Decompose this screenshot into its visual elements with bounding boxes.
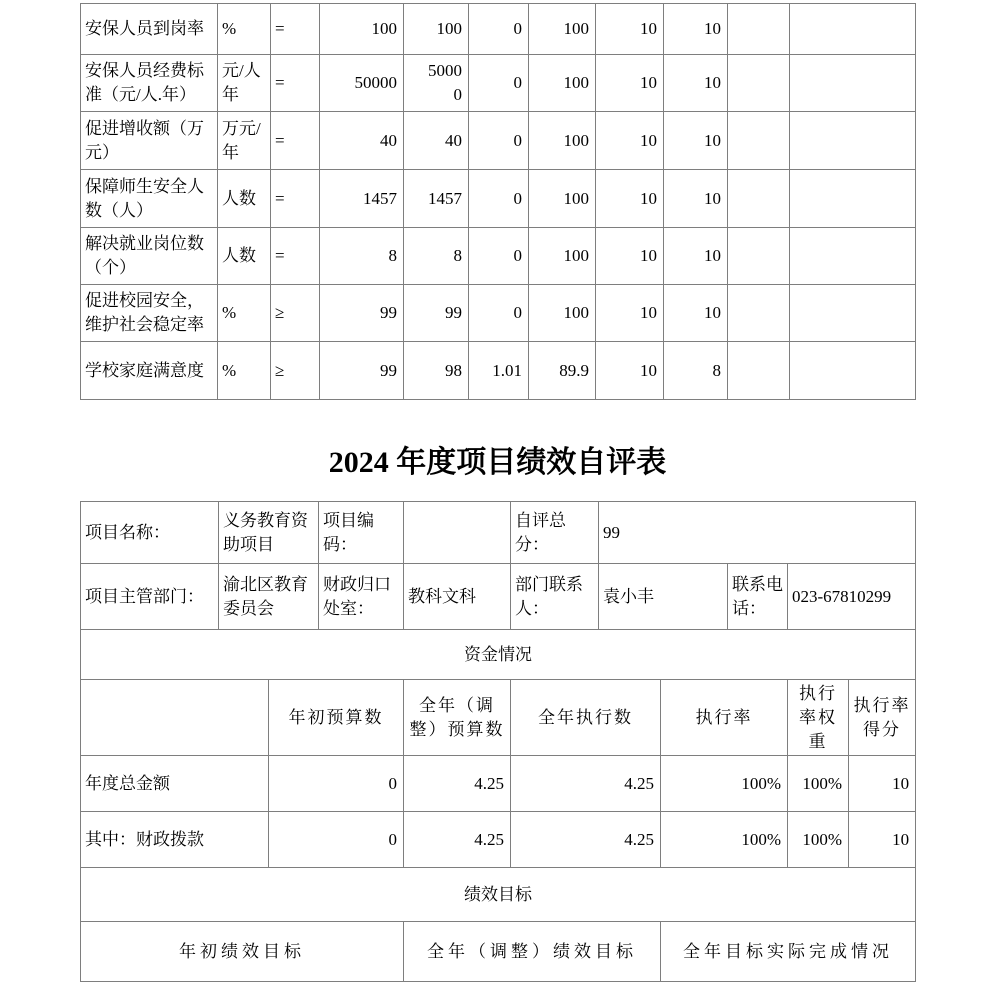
- empty-cell: [728, 55, 790, 112]
- wrapped-number: 50000: [428, 61, 462, 104]
- funds-rate-score: 10: [849, 756, 916, 812]
- deviation-cell: 0: [469, 170, 529, 228]
- indicator-score-table: [80, 3, 916, 400]
- target-value-cell: 40: [320, 112, 404, 170]
- rate-cell: 100: [529, 285, 596, 342]
- target-value-cell: 99: [320, 342, 404, 400]
- funds-adjusted-budget: 4.25: [404, 756, 511, 812]
- funds-initial-budget: 0: [269, 756, 404, 812]
- indicator-row: [81, 228, 916, 285]
- score-cell: 10: [664, 285, 728, 342]
- score-cell: 10: [664, 228, 728, 285]
- target-value-cell: 100: [320, 4, 404, 55]
- rate-cell: 100: [529, 170, 596, 228]
- unit-cell: 元/人年: [218, 55, 271, 112]
- funds-rate-score: 10: [849, 812, 916, 868]
- actual-value-cell: 40: [404, 112, 469, 170]
- indicator-name-cell: 学校家庭满意度: [81, 342, 218, 400]
- self-eval-table: [80, 501, 916, 982]
- empty-cell: [790, 285, 916, 342]
- funds-initial-budget: 0: [269, 812, 404, 868]
- empty-cell: [790, 228, 916, 285]
- funds-header-row: [81, 680, 916, 756]
- goals-header-actual-completion: 全年目标实际完成情况: [661, 922, 916, 982]
- empty-cell: [728, 170, 790, 228]
- goals-header-adjusted: 全年（调整）绩效目标: [404, 922, 661, 982]
- goals-header-initial: 年初绩效目标: [81, 922, 404, 982]
- unit-cell: %: [218, 285, 271, 342]
- actual-value-cell: 1457: [404, 170, 469, 228]
- symbol-cell: =: [271, 112, 320, 170]
- actual-value-cell: 100: [404, 4, 469, 55]
- funds-row-label: 其中：财政拨款: [81, 812, 269, 868]
- unit-cell: %: [218, 342, 271, 400]
- unit-cell: 人数: [218, 170, 271, 228]
- symbol-cell: =: [271, 55, 320, 112]
- project-code-label: 项目编码：: [319, 502, 404, 564]
- symbol-cell: =: [271, 228, 320, 285]
- empty-cell: [728, 112, 790, 170]
- self-score-value: 99: [599, 502, 916, 564]
- rate-cell: 100: [529, 112, 596, 170]
- weight-cell: 10: [596, 228, 664, 285]
- indicator-row: [81, 4, 916, 55]
- deviation-cell: 0: [469, 55, 529, 112]
- funds-section-row: [81, 630, 916, 680]
- indicator-name-cell: 保障师生安全人数（人）: [81, 170, 218, 228]
- indicator-name-cell: 促进增收额（万元）: [81, 112, 218, 170]
- funds-data-row: [81, 812, 916, 868]
- target-value-cell: 50000: [320, 55, 404, 112]
- funds-header-adjusted-budget: 全年（调整）预算数: [404, 680, 511, 756]
- goals-section-row: [81, 868, 916, 922]
- funds-header-rate-weight: 执行率权重: [788, 680, 849, 756]
- phone-label: 联系电话：: [728, 564, 788, 630]
- funds-rate-weight: 100%: [788, 756, 849, 812]
- weight-cell: 10: [596, 55, 664, 112]
- score-cell: 8: [664, 342, 728, 400]
- indicator-name-cell: 安保人员到岗率: [81, 4, 218, 55]
- actual-value-cell: [404, 55, 469, 112]
- funds-rate-weight: 100%: [788, 812, 849, 868]
- unit-cell: %: [218, 4, 271, 55]
- indicator-name-cell: 促进校园安全，维护社会稳定率: [81, 285, 218, 342]
- dept-label: 项目主管部门：: [81, 564, 219, 630]
- weight-cell: 10: [596, 112, 664, 170]
- rate-cell: 100: [529, 4, 596, 55]
- funds-adjusted-budget: 4.25: [404, 812, 511, 868]
- indicator-row: [81, 170, 916, 228]
- deviation-cell: 0: [469, 285, 529, 342]
- indicator-row: [81, 342, 916, 400]
- symbol-cell: ≥: [271, 342, 320, 400]
- funds-header-execution-rate: 执行率: [661, 680, 788, 756]
- empty-cell: [728, 4, 790, 55]
- project-name-label: 项目名称：: [81, 502, 219, 564]
- empty-cell: [790, 4, 916, 55]
- empty-cell: [790, 342, 916, 400]
- symbol-cell: =: [271, 170, 320, 228]
- project-info-row: [81, 502, 916, 564]
- unit-cell: 人数: [218, 228, 271, 285]
- deviation-cell: 0: [469, 4, 529, 55]
- target-value-cell: 1457: [320, 170, 404, 228]
- deviation-cell: 1.01: [469, 342, 529, 400]
- weight-cell: 10: [596, 4, 664, 55]
- score-cell: 10: [664, 170, 728, 228]
- funds-header-initial-budget: 年初预算数: [269, 680, 404, 756]
- rate-cell: 89.9: [529, 342, 596, 400]
- funds-header-rate-score: 执行率得分: [849, 680, 916, 756]
- indicator-name-cell: 安保人员经费标准（元/人.年）: [81, 55, 218, 112]
- weight-cell: 10: [596, 342, 664, 400]
- symbol-cell: =: [271, 4, 320, 55]
- rate-cell: 100: [529, 55, 596, 112]
- phone-value: 023-67810299: [788, 564, 916, 630]
- deviation-cell: 0: [469, 228, 529, 285]
- funds-header-executed: 全年执行数: [511, 680, 661, 756]
- funds-executed: 4.25: [511, 812, 661, 868]
- empty-cell: [790, 112, 916, 170]
- score-cell: 10: [664, 55, 728, 112]
- project-name-value: 义务教育资助项目: [219, 502, 319, 564]
- funds-execution-rate: 100%: [661, 756, 788, 812]
- target-value-cell: 8: [320, 228, 404, 285]
- empty-cell: [728, 342, 790, 400]
- symbol-cell: ≥: [271, 285, 320, 342]
- actual-value-cell: 99: [404, 285, 469, 342]
- weight-cell: 10: [596, 170, 664, 228]
- indicator-row: [81, 112, 916, 170]
- funds-data-row: [81, 756, 916, 812]
- score-cell: 10: [664, 112, 728, 170]
- dept-value: 渝北区教育委员会: [219, 564, 319, 630]
- department-info-row: [81, 564, 916, 630]
- contact-value: 袁小丰: [599, 564, 728, 630]
- deviation-cell: 0: [469, 112, 529, 170]
- self-score-label: 自评总分：: [511, 502, 599, 564]
- indicator-name-cell: 解决就业岗位数（个）: [81, 228, 218, 285]
- indicator-row: [81, 285, 916, 342]
- project-code-value: [404, 502, 511, 564]
- rate-cell: 100: [529, 228, 596, 285]
- funds-executed: 4.25: [511, 756, 661, 812]
- finance-office-label: 财政归口处室：: [319, 564, 404, 630]
- empty-cell: [728, 285, 790, 342]
- indicator-row: [81, 55, 916, 112]
- empty-cell: [790, 170, 916, 228]
- unit-cell: 万元/年: [218, 112, 271, 170]
- empty-cell: [81, 680, 269, 756]
- actual-value-cell: 98: [404, 342, 469, 400]
- finance-office-value: 教科文科: [404, 564, 511, 630]
- funds-execution-rate: 100%: [661, 812, 788, 868]
- weight-cell: 10: [596, 285, 664, 342]
- goals-header-row: [81, 922, 916, 982]
- score-cell: 10: [664, 4, 728, 55]
- empty-cell: [728, 228, 790, 285]
- contact-label: 部门联系人：: [511, 564, 599, 630]
- funds-row-label: 年度总金额: [81, 756, 269, 812]
- funds-section-title: 资金情况: [81, 630, 916, 680]
- empty-cell: [790, 55, 916, 112]
- actual-value-cell: 8: [404, 228, 469, 285]
- target-value-cell: 99: [320, 285, 404, 342]
- page-title: 2024 年度项目绩效自评表: [328, 446, 667, 479]
- goals-section-title: 绩效目标: [81, 868, 916, 922]
